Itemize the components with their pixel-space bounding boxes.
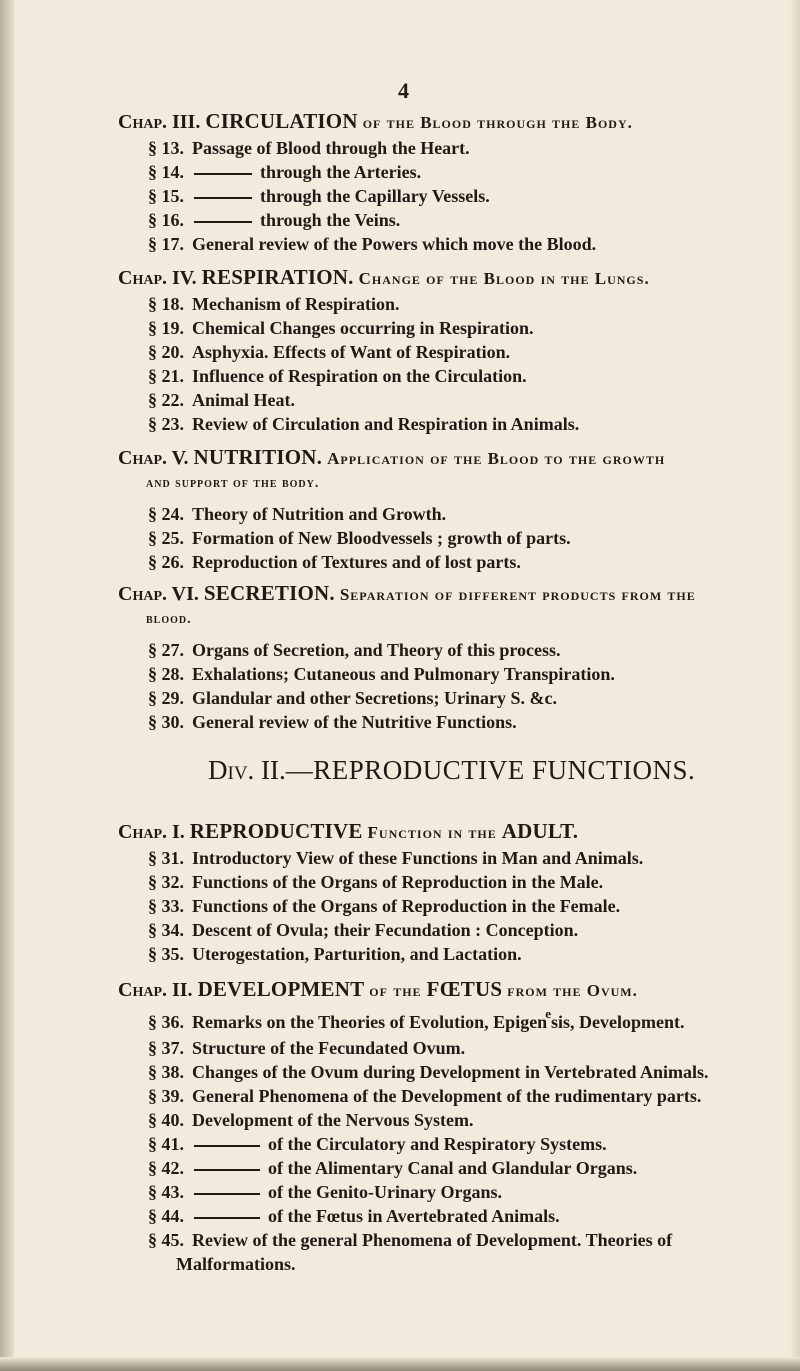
chapter-title: NUTRITION. <box>193 445 323 469</box>
section-number: § 37. <box>148 1038 184 1058</box>
section-item <box>0 1228 800 1252</box>
ditto-dash <box>194 1217 260 1219</box>
chapter-title: SECRETION. <box>203 581 335 605</box>
section-item <box>0 292 800 316</box>
section-text: Exhalations; Cutaneous and Pulmonary Transpiration. <box>192 664 615 684</box>
section-item <box>0 1084 800 1108</box>
division-heading <box>208 755 695 786</box>
section-number: § 39. <box>148 1086 184 1106</box>
section-number: § 44. <box>148 1206 184 1226</box>
section-item <box>0 136 800 160</box>
section-text: Theory of Nutrition and Growth. <box>192 504 447 524</box>
section-text: General review of the Nutritive Functions. <box>192 712 517 732</box>
section-item <box>0 1006 800 1036</box>
section-number: § 45. <box>148 1230 184 1250</box>
section-text: Changes of the Ovum during Development in Vertebrated Animals. <box>192 1062 709 1082</box>
chapter-iii <box>0 108 800 256</box>
chapter-heading <box>0 976 800 1004</box>
section-item <box>0 160 800 184</box>
chapter-label: Chap. IV. <box>118 267 197 289</box>
ditto-dash <box>194 1193 260 1195</box>
section-number: § 32. <box>148 872 184 892</box>
chapter-title: DEVELOPMENT <box>197 977 365 1001</box>
section-text: General review of the Powers which move the Blood. <box>192 234 597 254</box>
chapter-subtitle-continuation: and support of the body. <box>146 476 320 491</box>
chapter-subtitle: of the Blood through the Body. <box>362 113 633 132</box>
section-text: Review of the general Phenomena of Development. Theories of <box>192 1230 673 1250</box>
section-number: § 33. <box>148 896 184 916</box>
section-number: § 16. <box>148 210 184 230</box>
section-number: § 35. <box>148 944 184 964</box>
section-text: Glandular and other Secretions; Urinary S. &c. <box>192 688 558 708</box>
section-item <box>0 232 800 256</box>
section-text: Remarks on the Theories of Evolution, Epigen <box>192 1012 548 1032</box>
chapter-subtitle-2: from the Ovum. <box>507 981 638 1000</box>
chapter-subtitle: Application of the Blood to the growth <box>327 449 666 468</box>
section-number: § 17. <box>148 234 184 254</box>
section-text: Formation of New Bloodvessels ; growth of parts. <box>192 528 571 548</box>
ditto-dash <box>194 1169 260 1171</box>
section-number: § 25. <box>148 528 184 548</box>
section-text: of the Alimentary Canal and Glandular Organs. <box>268 1158 638 1178</box>
chapter-title: REPRODUCTIVE <box>189 819 363 843</box>
section-number: § 19. <box>148 318 184 338</box>
section-item <box>0 1060 800 1084</box>
division-label: Div. II. <box>208 755 286 785</box>
division-title: —REPRODUCTIVE FUNCTIONS. <box>285 755 696 785</box>
chapter-subtitle: Change of the Blood in the Lungs. <box>358 269 650 288</box>
chapter-title: RESPIRATION. <box>201 265 354 289</box>
section-text: Descent of Ovula; their Fecundation : Conception. <box>192 920 579 940</box>
section-text: of the Fœtus in Avertebrated Animals. <box>268 1206 560 1226</box>
chapter-title-tail: FŒTUS <box>426 977 503 1001</box>
section-item <box>0 662 800 686</box>
section-text: Uterogestation, Parturition, and Lactation. <box>192 944 522 964</box>
chapter-i <box>0 818 800 966</box>
section-item <box>0 1132 800 1156</box>
section-item <box>0 638 800 662</box>
section-number: § 29. <box>148 688 184 708</box>
section-text: through the Veins. <box>260 210 401 230</box>
section-text: of the Genito-Urinary Organs. <box>268 1182 502 1202</box>
chapter-heading <box>0 264 800 292</box>
section-number: § 40. <box>148 1110 184 1130</box>
section-number: § 24. <box>148 504 184 524</box>
chapter-label: Chap. V. <box>118 447 189 469</box>
section-item <box>0 412 800 436</box>
page-number: 4 <box>398 78 409 103</box>
section-text: through the Capillary Vessels. <box>260 186 490 206</box>
ditto-dash <box>194 1145 260 1147</box>
section-text-end: sis, Development. <box>550 1012 685 1032</box>
bottom-shadow <box>0 1357 800 1371</box>
section-number: § 42. <box>148 1158 184 1178</box>
section-item <box>0 710 800 734</box>
chapter-v <box>0 444 800 574</box>
section-text: Mechanism of Respiration. <box>192 294 400 314</box>
section-text: Animal Heat. <box>192 390 295 410</box>
chapter-ii <box>0 976 800 1276</box>
section-item <box>0 316 800 340</box>
chapter-subtitle-continuation: blood. <box>146 612 192 627</box>
chapter-heading <box>0 580 800 608</box>
section-item <box>0 942 800 966</box>
section-item <box>0 1036 800 1060</box>
section-text: through the Arteries. <box>260 162 422 182</box>
section-item <box>0 388 800 412</box>
chapter-label: Chap. II. <box>118 979 193 1001</box>
section-text: Introductory View of these Functions in Man and Animals. <box>192 848 644 868</box>
section-text: Chemical Changes occurring in Respiration. <box>192 318 534 338</box>
section-text: Passage of Blood through the Heart. <box>192 138 470 158</box>
ditto-dash <box>194 221 252 223</box>
section-text: Review of Circulation and Respiration in Animals. <box>192 414 580 434</box>
chapter-heading <box>0 818 800 846</box>
section-item <box>0 1108 800 1132</box>
section-number: § 38. <box>148 1062 184 1082</box>
section-item <box>0 208 800 232</box>
section-number: § 30. <box>148 712 184 732</box>
section-item <box>0 686 800 710</box>
chapter-heading <box>0 108 800 136</box>
section-number: § 13. <box>148 138 184 158</box>
chapter-title-tail: ADULT. <box>501 819 579 843</box>
chapter-label: Chap. VI. <box>118 583 199 605</box>
section-item <box>0 526 800 550</box>
section-text: Functions of the Organs of Reproduction in the Female. <box>192 896 621 916</box>
ditto-dash <box>194 197 252 199</box>
section-number: § 22. <box>148 390 184 410</box>
chapter-subtitle: of the <box>369 981 422 1000</box>
section-item <box>0 340 800 364</box>
section-item <box>0 502 800 526</box>
section-item <box>0 846 800 870</box>
section-number: § 31. <box>148 848 184 868</box>
section-number: § 36. <box>148 1012 184 1032</box>
chapter-label: Chap. I. <box>118 821 185 843</box>
section-text: Organs of Secretion, and Theory of this process. <box>192 640 561 660</box>
section-item <box>0 1204 800 1228</box>
section-item <box>0 1156 800 1180</box>
section-number: § 20. <box>148 342 184 362</box>
section-text: Asphyxia. Effects of Want of Respiration. <box>192 342 511 362</box>
handwritten-annotation: e <box>545 1006 551 1021</box>
section-number: § 41. <box>148 1134 184 1154</box>
chapter-title: CIRCULATION <box>205 109 358 133</box>
section-text: Structure of the Fecundated Ovum. <box>192 1038 466 1058</box>
section-number: § 26. <box>148 552 184 572</box>
section-number: § 21. <box>148 366 184 386</box>
chapter-label: Chap. III. <box>118 111 201 133</box>
section-item <box>0 184 800 208</box>
section-text: Functions of the Organs of Reproduction in the Male. <box>192 872 604 892</box>
chapter-vi <box>0 580 800 734</box>
chapter-subtitle: Function in the <box>367 823 497 842</box>
chapter-subtitle: Separation of different products from the <box>339 585 696 604</box>
section-item <box>0 364 800 388</box>
section-item <box>0 1180 800 1204</box>
section-item <box>0 870 800 894</box>
ditto-dash <box>194 173 252 175</box>
section-number: § 43. <box>148 1182 184 1202</box>
section-number: § 15. <box>148 186 184 206</box>
section-item <box>0 550 800 574</box>
section-text-wrap: Malformations. <box>176 1254 296 1274</box>
section-number: § 28. <box>148 664 184 684</box>
chapter-heading <box>0 444 800 472</box>
section-number: § 34. <box>148 920 184 940</box>
section-text: General Phenomena of the Development of the rudimentary parts. <box>192 1086 702 1106</box>
section-text: Development of the Nervous System. <box>192 1110 474 1130</box>
section-number: § 27. <box>148 640 184 660</box>
section-item <box>0 894 800 918</box>
chapter-iv <box>0 264 800 436</box>
section-number: § 18. <box>148 294 184 314</box>
section-text: of the Circulatory and Respiratory Systems. <box>268 1134 607 1154</box>
section-number: § 23. <box>148 414 184 434</box>
section-text: Influence of Respiration on the Circulation. <box>192 366 527 386</box>
section-item <box>0 918 800 942</box>
section-number: § 14. <box>148 162 184 182</box>
section-text: Reproduction of Textures and of lost parts. <box>192 552 521 572</box>
